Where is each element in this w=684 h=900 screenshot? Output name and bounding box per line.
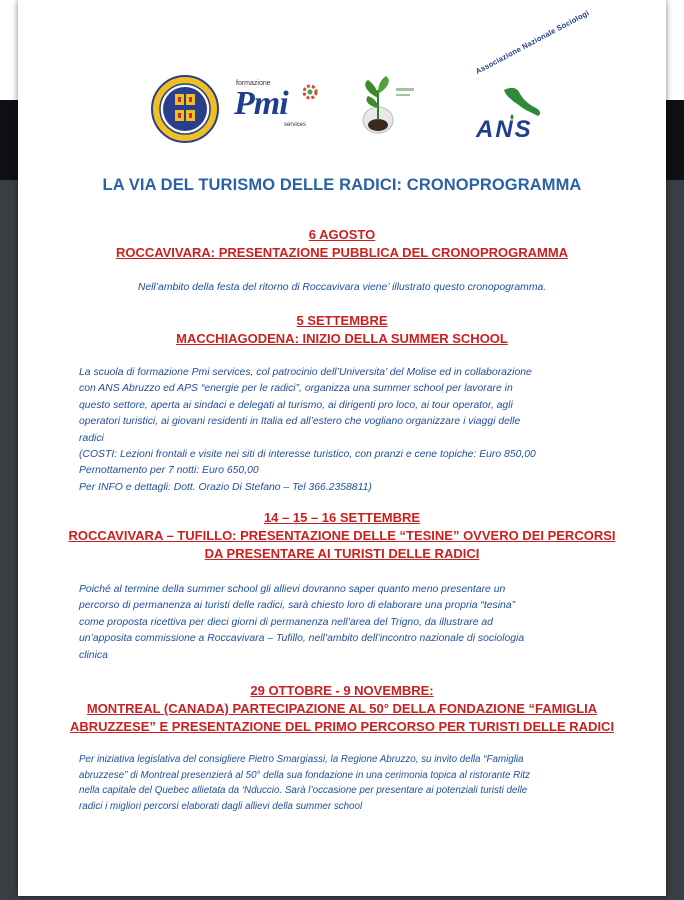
section-2-body-line: La scuola di formazione Pmi services, col patrocinio dell’Universita’ del Molise ed in collaborazione	[79, 367, 532, 378]
section-2-body-line: questo settore, aperta ai sindaci e delegati al turismo, ai dirigenti pro loco, ai tour operator, agli	[79, 399, 513, 411]
section-3-heading-line: DA PRESENTARE AI TURISTI DELLE RADICI	[204, 546, 480, 561]
pmi-bottom-text: services	[284, 122, 307, 128]
section-2-body-line: con ANS Abruzzo ed APS “energie per le radici”, organizza una summer school per lavorare in	[79, 383, 513, 395]
section-2-body-line: Pernottamento per 7 notti: Euro 650,00	[79, 465, 259, 477]
section-3-body-line: clinica	[79, 649, 108, 661]
section-3-body-line: un’apposita commissione a Roccavivara – Tufillo, nell’ambito dell’incontro nazionale di sociologia	[79, 633, 525, 645]
section-1-body-line: Nell’ambito della festa del ritorno di Roccavivara viene’ illustrato questo cronopogramma.	[137, 282, 547, 293]
pmi-services-logo	[234, 80, 322, 132]
section-4-heading-line: ABRUZZESE” E PRESENTAZIONE DEL PRIMO PERCORSO PER TURISTI DELLE RADICI	[69, 719, 615, 734]
section-4-heading	[58, 700, 626, 736]
document-page	[18, 0, 666, 896]
section-3-heading-line: ROCCAVIVARA – TUFILLO: PRESENTAZIONE DELLE “TESINE” OVVERO DEI PERCORSI	[68, 528, 616, 543]
section-3-date: 14 – 15 – 16 SETTEMBRE	[263, 510, 421, 525]
section-2-body-line: Per INFO e dettagli: Dott. Orazio Di Stefano – Tel 366.2358811)	[79, 481, 372, 493]
gear-icon	[302, 84, 318, 100]
section-1-heading-line: ROCCAVIVARA: PRESENTAZIONE PUBBLICA DEL CRONOPROGRAMMA	[115, 245, 569, 260]
university-seal-logo	[150, 74, 220, 144]
section-2-body	[79, 365, 605, 496]
section-1-heading	[58, 244, 626, 262]
section-3-body-line: come proposta ricettiva per dieci giorni di permanenza nell’area del Trigno, da illustrare ad	[79, 616, 493, 628]
section-4-date: 29 OTTOBRE - 9 NOVEMBRE:	[250, 683, 434, 698]
pmi-logo-text: Pmi	[234, 85, 288, 122]
section-3-body-line: percorso di permanenza ai turisti delle radici, sarà chiesto loro di elaborare una propria “tesina”	[79, 600, 516, 612]
ans-logo	[466, 8, 591, 146]
pmi-top-text: formazione	[236, 80, 271, 87]
section-4-heading-line: MONTREAL (CANADA) PARTECIPAZIONE AL 50° DELLA FONDAZIONE “FAMIGLIA	[86, 701, 598, 716]
section-2-heading	[58, 330, 626, 348]
section-2-body-line: (COSTI: Lezioni frontali e visite nei siti di interesse turistico, con pranzi e cene topiche: Euro 850,00	[79, 449, 536, 461]
section-2-body-line: operatori turistici, ai giovani residenti in Italia ed all’estero che vogliano organizzare i viaggi delle	[79, 416, 521, 428]
section-4-body-line: radici i migliori percorsi elaborati dagli allievi della summer school	[79, 800, 363, 812]
plant-bulb-logo	[356, 70, 418, 140]
logo-row	[18, 8, 666, 150]
section-3-body-line: Poiché al termine della summer school gli allievi dovranno saper quanto meno presentare un	[79, 584, 506, 595]
ans-logo-text: ANS	[476, 116, 533, 143]
section-2-body-line: radici	[79, 432, 104, 444]
section-4-body-line: abruzzese” di Montreal presenzierà al 50° della sua fondazione in una cerimonia topica al ristorante Ritz	[79, 769, 531, 781]
ans-arc-text: Associazione Nazionale Sociologi	[474, 8, 591, 76]
section-3-body	[79, 582, 605, 664]
section-4-body-line: Per iniziativa legislativa del consigliere Pietro Smargiassi, la Regione Abruzzo, su invito della “Famiglia	[79, 754, 524, 765]
section-4-body	[79, 752, 605, 814]
section-1-date: 6 AGOSTO	[308, 227, 376, 242]
section-2-date: 5 SETTEMBRE	[296, 313, 388, 328]
document-title: LA VIA DEL TURISMO DELLE RADICI: CRONOPROGRAMMA	[102, 176, 582, 194]
section-3-heading	[58, 527, 626, 563]
section-4-body-line: nella capitale del Quebec allietata da ‘Nduccio. Sarà l’occasione per presentare ai potenziali turisti delle	[79, 785, 528, 796]
section-2-heading-line: MACCHIAGODENA: INIZIO DELLA SUMMER SCHOOL	[176, 331, 508, 346]
section-1-body	[79, 280, 605, 296]
